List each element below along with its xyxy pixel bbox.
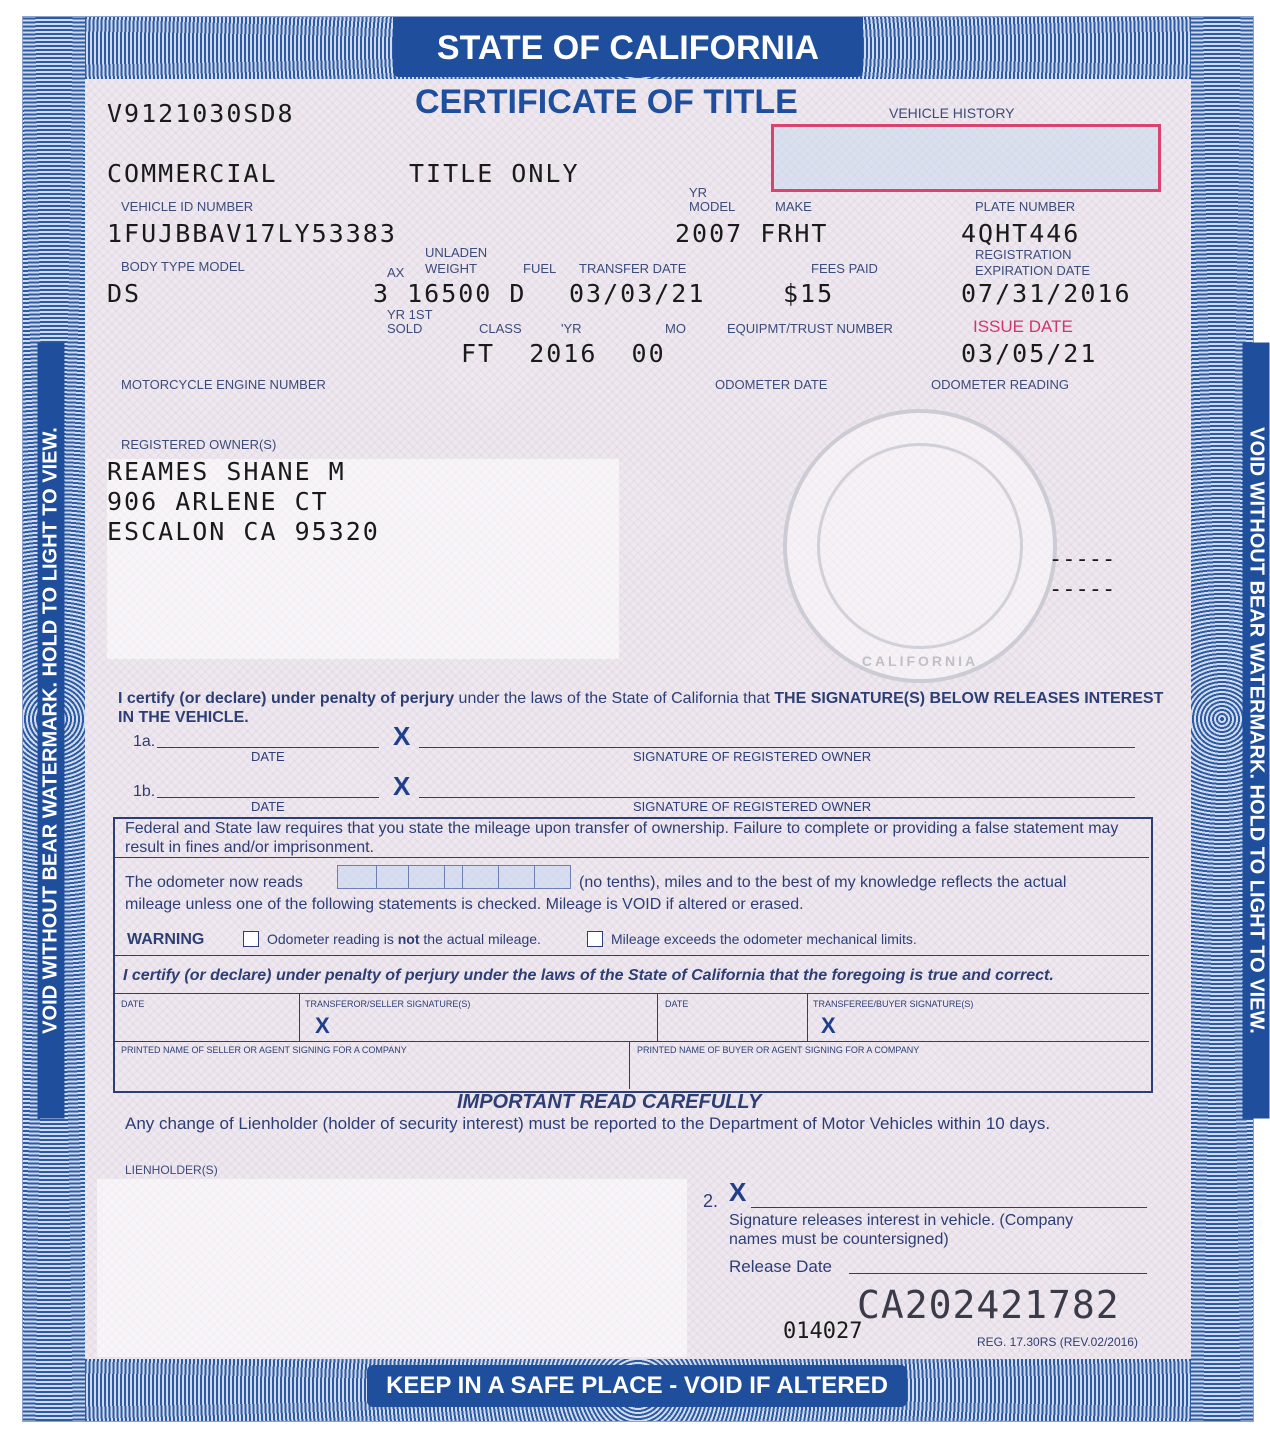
divider-4 [113,1041,1149,1042]
moto-engine-label: MOTORCYCLE ENGINE NUMBER [121,377,326,392]
dash-line-2: ----- [1049,577,1116,602]
digit-sep [462,866,463,888]
registration-label: REGISTRATION [975,247,1072,262]
col-sep-1 [299,993,300,1041]
body-type-value: DS [107,279,142,308]
sign-x-1a: X [393,721,411,751]
mileage-void-line: mileage unless one of the following statements is checked. Mileage is VOID if altered or erased. [125,896,804,913]
fuel-label: FUEL [523,261,557,276]
class-yr-mo-value: FT 2016 00 [461,339,666,368]
weight-label: WEIGHT [425,261,477,276]
owner-signature-label-1b: SIGNATURE OF REGISTERED OWNER [633,799,872,814]
issue-date-label: ISSUE DATE [973,317,1073,336]
year-make-value: 2007 FRHT [675,219,829,248]
cert-bold-2: THE SIGNATURE(S) BELOW RELEASES INTEREST IN THE VEHICLE. [118,690,1164,726]
line-1a-label: 1a. [133,733,156,750]
sold-label: SOLD [387,321,423,336]
warning-label: WARNING [127,931,205,948]
lien-signature-label: Signature releases interest in vehicle. (Company names must be countersigned) [729,1212,1074,1248]
small-number: 014027 [783,1319,863,1344]
transfer-date-value: 03/03/21 [569,279,706,308]
yr-1st-label: YR 1ST [387,307,433,322]
check1-b: not [397,931,420,947]
vin-value: 1FUJBBAV17LY53383 [107,219,397,248]
cert-mid: under the laws of the State of California that [454,690,775,707]
check1-c: the actual mileage. [419,931,541,947]
date-line-1a[interactable] [157,747,379,748]
digit-sep [498,866,499,888]
transfer-date-label: TRANSFER DATE [579,261,687,276]
great-seal [783,409,1057,683]
digit-sep [376,866,377,888]
lien-sign-x: X [729,1177,747,1207]
digit-sep [444,866,445,888]
date-label-1a: DATE [251,749,285,764]
form-number: REG. 17.30RS (REV.02/2016) [977,1335,1138,1349]
vehicle-history-label: VEHICLE HISTORY [889,105,1015,121]
owner-street: 906 ARLENE CT [107,487,329,516]
owner-signature-line-1b[interactable] [419,797,1135,798]
title-type-only: TITLE ONLY [409,159,580,188]
transferor-label: TRANSFEROR/SELLER SIGNATURE(S) [305,999,471,1009]
mileage-exceeds-checkbox[interactable] [587,931,603,947]
odometer-now-reads: The odometer now reads [125,874,303,891]
owner-name: REAMES SHANE M [107,457,346,486]
seal-inner-ring [817,443,1023,649]
transferee-label: TRANSFEREE/BUYER SIGNATURE(S) [813,999,974,1009]
document-title: CERTIFICATE OF TITLE [415,83,798,121]
issue-date-value: 03/05/21 [961,339,1098,368]
digit-sep [408,866,409,888]
odometer-now-reads-rest: (no tenths), miles and to the best of my knowledge reflects the actual [579,874,1067,891]
divider-2 [113,955,1149,956]
mileage-exceeds-label: Mileage exceeds the odometer mechanical limits. [611,931,917,947]
lienholder-box [97,1179,687,1357]
title-type-commercial: COMMERCIAL [107,159,278,188]
divider-1 [113,857,1149,858]
date-line-1b[interactable] [157,797,379,798]
odometer-reading-label: ODOMETER READING [931,377,1069,392]
buyer-name-label: PRINTED NAME OF BUYER OR AGENT SIGNING FOR A COMPANY [637,1045,920,1055]
safe-place-banner: KEEP IN A SAFE PLACE - VOID IF ALTERED [367,1365,907,1407]
digit-sep [534,866,535,888]
model-label: MODEL [689,199,736,214]
mo-label: MO [665,321,686,336]
lienholder-notice: Any change of Lienholder (holder of security interest) must be reported to the Department of Motor Vehicles within 10 days. [125,1114,1051,1133]
release-date-label: Release Date [729,1257,833,1276]
col-sep-4 [629,1041,630,1089]
lienholder-label: LIENHOLDER(S) [125,1163,218,1177]
seller-name-label: PRINTED NAME OF SELLER OR AGENT SIGNING FOR A COMPANY [121,1045,407,1055]
buyer-sign-x: X [821,1013,836,1038]
equip-trust-label: EQUIPMT/TRUST NUMBER [727,321,893,336]
release-certification [118,689,1168,727]
side-watermark-left: VOID WITHOUT BEAR WATERMARK. HOLD TO LIGHT TO VIEW. [38,343,65,1119]
seal-caption: CALIFORNIA [861,653,979,669]
lien-signature-line[interactable] [751,1207,1147,1208]
fees-paid-value: $15 [783,279,835,308]
buyer-date-label: DATE [665,999,689,1009]
odometer-not-actual-checkbox[interactable] [243,931,259,947]
odometer-not-actual-label [267,931,541,947]
expiration-value: 07/31/2016 [961,279,1132,308]
yr-label: YR [689,185,708,200]
plate-label: PLATE NUMBER [975,199,1076,214]
control-number: CA202421782 [857,1283,1120,1327]
cert-bold-1: I certify (or declare) under penalty of perjury [118,690,455,707]
important-heading: IMPORTANT READ CAREFULLY [457,1091,762,1113]
col-sep-3 [807,993,808,1041]
ax-weight-fuel-value: 3 16500 D [373,279,527,308]
fees-paid-label: FEES PAID [811,261,878,276]
divider-3 [113,993,1149,994]
certificate-document [22,16,1268,1422]
release-date-line[interactable] [849,1273,1147,1274]
line-1b-label: 1b. [133,783,156,800]
date-label-1b: DATE [251,799,285,814]
owner-signature-label-1a: SIGNATURE OF REGISTERED OWNER [633,749,872,764]
expiration-label: EXPIRATION DATE [975,263,1091,278]
odometer-digit-input[interactable] [337,865,571,889]
make-label: MAKE [775,199,812,214]
federal-notice: Federal and State law requires that you state the mileage upon transfer of ownership. Failure to complete or providing a false statement may result in fines and/or imprisonment. [125,820,1119,856]
dash-line-1: ----- [1049,547,1116,572]
seller-sign-x: X [315,1013,330,1038]
odometer-date-label: ODOMETER DATE [715,377,828,392]
ax-label: AX [387,265,405,280]
registered-owners-label: REGISTERED OWNER(S) [121,437,277,452]
owner-signature-line-1a[interactable] [419,747,1135,748]
state-banner: STATE OF CALIFORNIA [393,17,863,77]
vin-label: VEHICLE ID NUMBER [121,199,254,214]
side-watermark-right: VOID WITHOUT BEAR WATERMARK. HOLD TO LIGHT TO VIEW. [1243,343,1270,1119]
seller-date-label: DATE [121,999,145,1009]
vehicle-history-box [771,124,1161,192]
yr-label-2: 'YR [561,321,582,336]
unladen-label: UNLADEN [425,245,488,260]
sign-x-1b: X [393,771,411,801]
check1-a: Odometer reading is [267,931,398,947]
class-label: CLASS [479,321,522,336]
foregoing-certification: I certify (or declare) under penalty of perjury under the laws of the State of California that the foregoing is true and correct. [123,967,1054,984]
line-2-label: 2. [703,1191,719,1211]
owner-city: ESCALON CA 95320 [107,517,380,546]
col-sep-2 [657,993,658,1041]
document-number: V9121030SD8 [107,99,295,128]
plate-value: 4QHT446 [961,219,1081,248]
body-type-label: BODY TYPE MODEL [121,259,245,274]
